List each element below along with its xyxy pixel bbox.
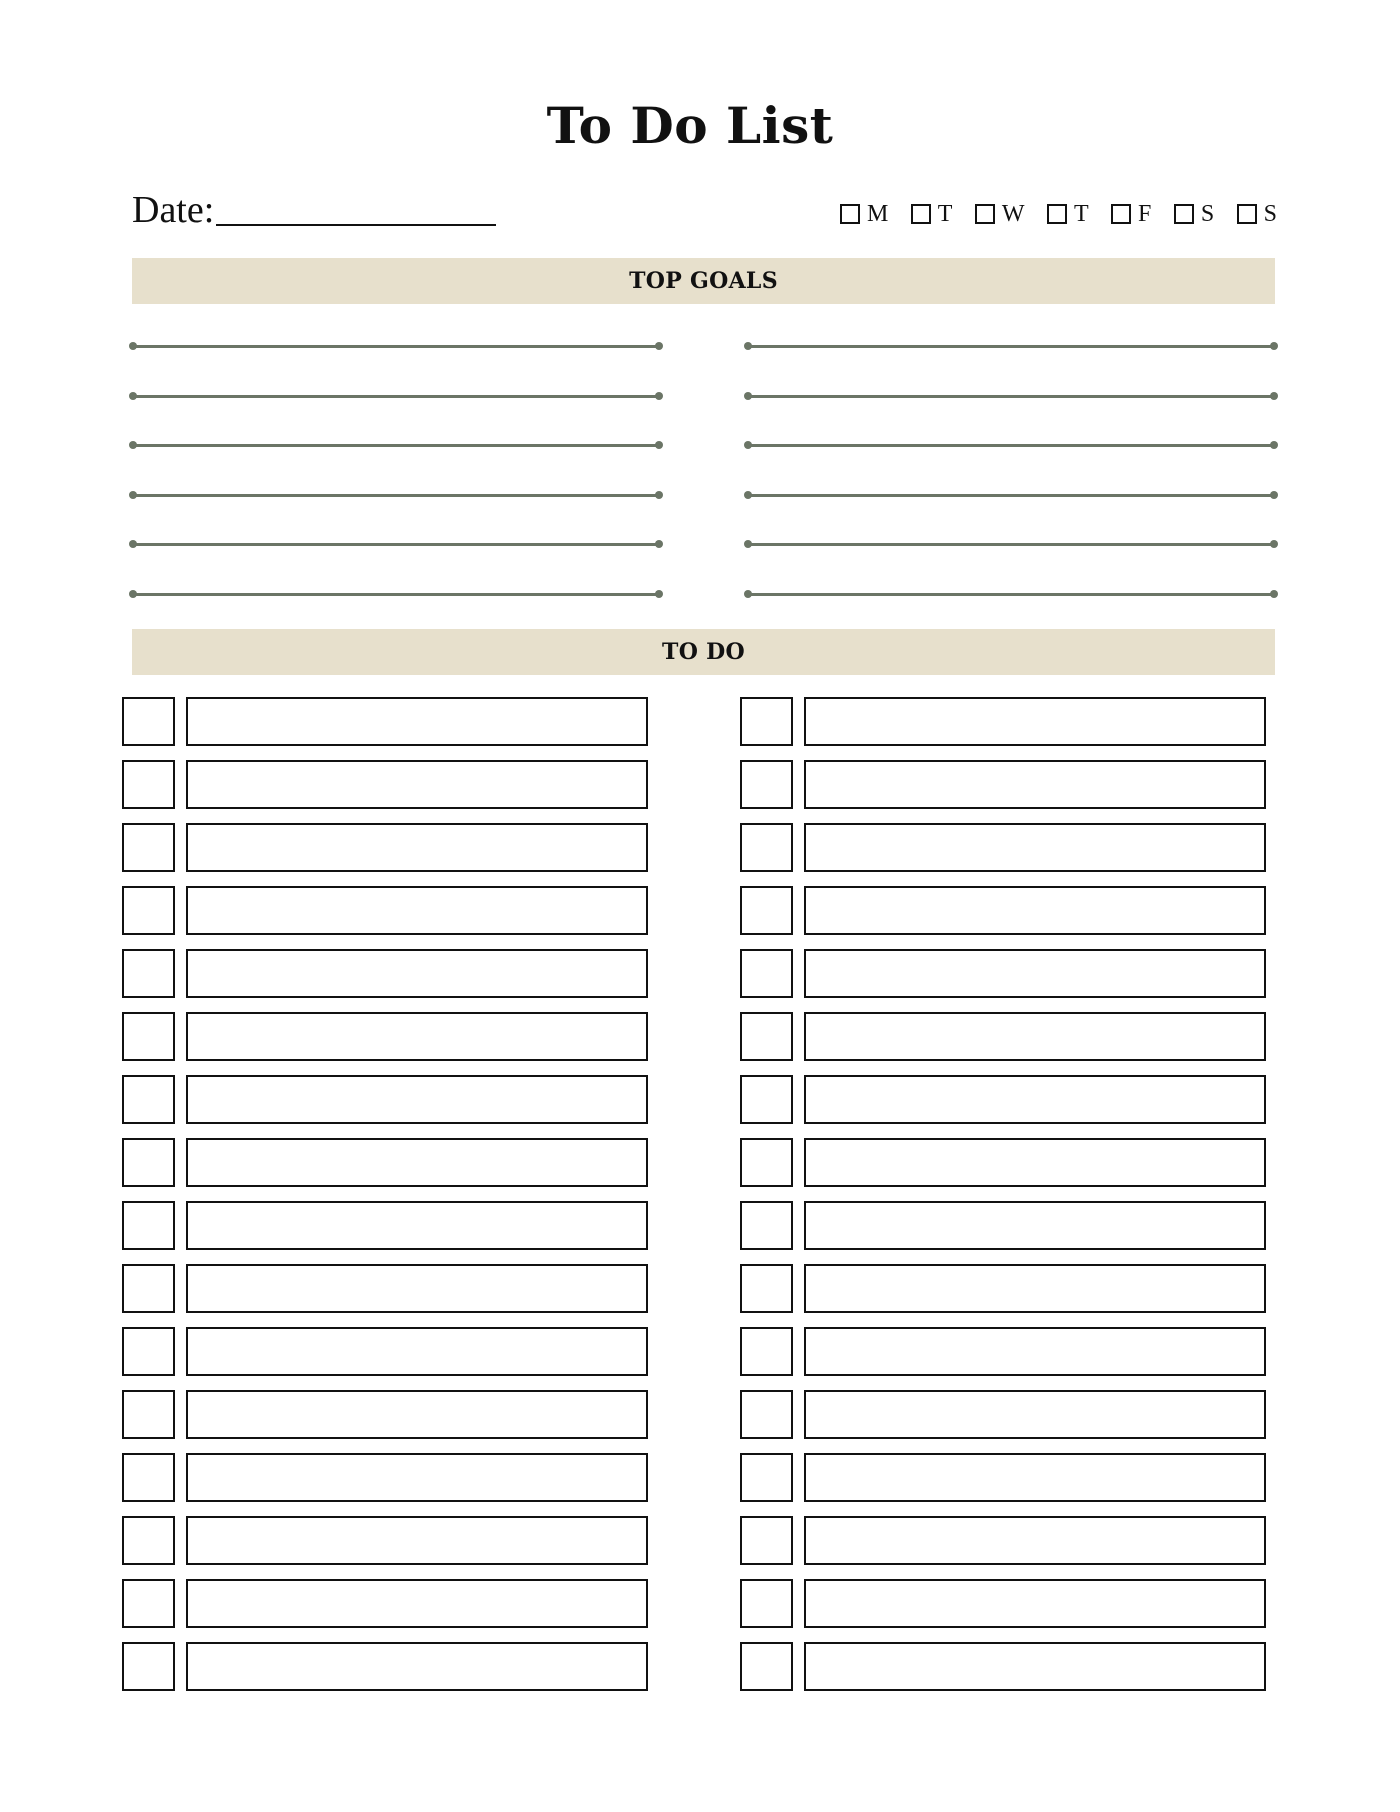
todo-text-field[interactable] — [804, 886, 1266, 935]
weekday-label: T — [937, 201, 953, 227]
todo-text-field[interactable] — [804, 1327, 1266, 1376]
todo-text-field[interactable] — [804, 1138, 1266, 1187]
goal-line[interactable] — [747, 543, 1275, 546]
todo-row — [740, 1012, 1280, 1061]
todo-checkbox[interactable] — [122, 760, 175, 809]
todo-text-field[interactable] — [186, 1453, 648, 1502]
todo-text-field[interactable] — [804, 1264, 1266, 1313]
todo-checkbox[interactable] — [740, 760, 793, 809]
todo-text-field[interactable] — [804, 823, 1266, 872]
weekday-3[interactable] — [1047, 202, 1089, 226]
weekday-checkbox[interactable] — [1047, 204, 1067, 224]
todo-checkbox[interactable] — [740, 886, 793, 935]
todo-text-field[interactable] — [804, 1390, 1266, 1439]
goal-line[interactable] — [747, 395, 1275, 398]
todo-checkbox[interactable] — [740, 823, 793, 872]
todo-checkbox[interactable] — [740, 1453, 793, 1502]
todo-row — [122, 1012, 662, 1061]
todo-checkbox[interactable] — [122, 886, 175, 935]
todo-text-field[interactable] — [804, 1075, 1266, 1124]
todo-text-field[interactable] — [186, 886, 648, 935]
todo-row — [122, 1264, 662, 1313]
weekday-checkbox[interactable] — [1237, 204, 1257, 224]
todo-row — [740, 697, 1280, 746]
goal-line[interactable] — [747, 494, 1275, 497]
todo-checkbox[interactable] — [122, 1327, 175, 1376]
todo-checkbox[interactable] — [740, 1201, 793, 1250]
todo-row — [122, 1075, 662, 1124]
weekday-0[interactable] — [840, 202, 888, 226]
todo-checkbox[interactable] — [122, 823, 175, 872]
todo-checkbox[interactable] — [740, 1390, 793, 1439]
date-input-line[interactable] — [216, 224, 496, 226]
todo-text-field[interactable] — [186, 823, 648, 872]
goal-line[interactable] — [132, 543, 660, 546]
todo-row — [740, 1201, 1280, 1250]
weekday-selector — [840, 202, 1277, 226]
todo-text-field[interactable] — [804, 1642, 1266, 1691]
todo-row — [122, 697, 662, 746]
to-do-header: TO DO — [132, 629, 1275, 675]
todo-text-field[interactable] — [186, 1390, 648, 1439]
todo-checkbox[interactable] — [740, 1327, 793, 1376]
todo-row — [740, 760, 1280, 809]
date-row — [132, 186, 496, 230]
weekday-checkbox[interactable] — [975, 204, 995, 224]
weekday-label: W — [1001, 201, 1025, 227]
todo-checkbox[interactable] — [740, 1075, 793, 1124]
todo-checkbox[interactable] — [740, 1642, 793, 1691]
todo-checkbox[interactable] — [122, 1138, 175, 1187]
todo-checkbox[interactable] — [740, 1138, 793, 1187]
page-title: To Do List — [546, 96, 834, 155]
todo-checkbox[interactable] — [122, 1012, 175, 1061]
top-goals-header: TOP GOALS — [132, 258, 1275, 304]
todo-row — [122, 1642, 662, 1691]
weekday-2[interactable] — [975, 202, 1025, 226]
todo-row — [122, 1453, 662, 1502]
weekday-checkbox[interactable] — [1111, 204, 1131, 224]
todo-text-field[interactable] — [186, 697, 648, 746]
todo-text-field[interactable] — [186, 1327, 648, 1376]
todo-checkbox[interactable] — [122, 1516, 175, 1565]
todo-row — [740, 1642, 1280, 1691]
todo-row — [122, 1390, 662, 1439]
weekday-label: T — [1073, 201, 1089, 227]
weekday-label: S — [1263, 201, 1277, 227]
todo-checkbox[interactable] — [740, 697, 793, 746]
todo-row — [740, 1579, 1280, 1628]
todo-checkbox[interactable] — [122, 1201, 175, 1250]
todo-text-field[interactable] — [804, 1579, 1266, 1628]
todo-checkbox[interactable] — [740, 1579, 793, 1628]
todo-row — [122, 1201, 662, 1250]
goal-line[interactable] — [747, 345, 1275, 348]
todo-text-field[interactable] — [186, 1138, 648, 1187]
todo-row — [740, 1138, 1280, 1187]
weekday-label: S — [1200, 201, 1215, 227]
weekday-1[interactable] — [911, 202, 953, 226]
todo-row — [740, 1516, 1280, 1565]
weekday-6[interactable] — [1237, 202, 1277, 226]
todo-checkbox[interactable] — [122, 949, 175, 998]
todo-text-field[interactable] — [804, 697, 1266, 746]
todo-text-field[interactable] — [804, 760, 1266, 809]
todo-row — [122, 1327, 662, 1376]
todo-row — [740, 1264, 1280, 1313]
todo-row — [740, 886, 1280, 935]
goal-line[interactable] — [132, 593, 660, 596]
todo-checkbox[interactable] — [122, 697, 175, 746]
todo-row — [740, 949, 1280, 998]
todo-text-field[interactable] — [186, 1075, 648, 1124]
todo-row — [740, 823, 1280, 872]
todo-checkbox[interactable] — [740, 949, 793, 998]
weekday-label: F — [1138, 201, 1152, 227]
todo-text-field[interactable] — [186, 1012, 648, 1061]
todo-row — [122, 949, 662, 998]
todo-checkbox[interactable] — [122, 1264, 175, 1313]
todo-text-field[interactable] — [186, 949, 648, 998]
todo-text-field[interactable] — [804, 1201, 1266, 1250]
todo-text-field[interactable] — [804, 1516, 1266, 1565]
goal-line[interactable] — [132, 345, 660, 348]
todo-checkbox[interactable] — [740, 1012, 793, 1061]
todo-checkbox[interactable] — [122, 1390, 175, 1439]
weekday-4[interactable] — [1111, 202, 1151, 226]
todo-text-field[interactable] — [804, 1453, 1266, 1502]
goal-line[interactable] — [747, 444, 1275, 447]
todo-checkbox[interactable] — [740, 1264, 793, 1313]
todo-text-field[interactable] — [186, 1579, 648, 1628]
todo-text-field[interactable] — [186, 1201, 648, 1250]
todo-row — [740, 1327, 1280, 1376]
todo-text-field[interactable] — [186, 760, 648, 809]
weekday-5[interactable] — [1174, 202, 1214, 226]
todo-row — [122, 760, 662, 809]
todo-row — [122, 886, 662, 935]
weekday-checkbox[interactable] — [911, 204, 931, 224]
todo-row — [122, 1516, 662, 1565]
todo-checkbox[interactable] — [122, 1579, 175, 1628]
todo-row — [740, 1075, 1280, 1124]
todo-checkbox[interactable] — [740, 1516, 793, 1565]
date-label: Date: — [132, 189, 215, 231]
todo-text-field[interactable] — [804, 949, 1266, 998]
todo-text-field[interactable] — [186, 1642, 648, 1691]
goal-line[interactable] — [132, 494, 660, 497]
goal-line[interactable] — [132, 395, 660, 398]
goal-line[interactable] — [132, 444, 660, 447]
todo-checkbox[interactable] — [122, 1642, 175, 1691]
todo-checkbox[interactable] — [122, 1453, 175, 1502]
weekday-checkbox[interactable] — [1174, 204, 1194, 224]
todo-text-field[interactable] — [186, 1264, 648, 1313]
todo-row — [740, 1390, 1280, 1439]
todo-row — [740, 1453, 1280, 1502]
todo-checkbox[interactable] — [122, 1075, 175, 1124]
todo-row — [122, 823, 662, 872]
todo-row — [122, 1138, 662, 1187]
todo-text-field[interactable] — [804, 1012, 1266, 1061]
weekday-label: M — [867, 201, 889, 227]
todo-text-field[interactable] — [186, 1516, 648, 1565]
todo-row — [122, 1579, 662, 1628]
weekday-checkbox[interactable] — [840, 204, 860, 224]
goal-line[interactable] — [747, 593, 1275, 596]
